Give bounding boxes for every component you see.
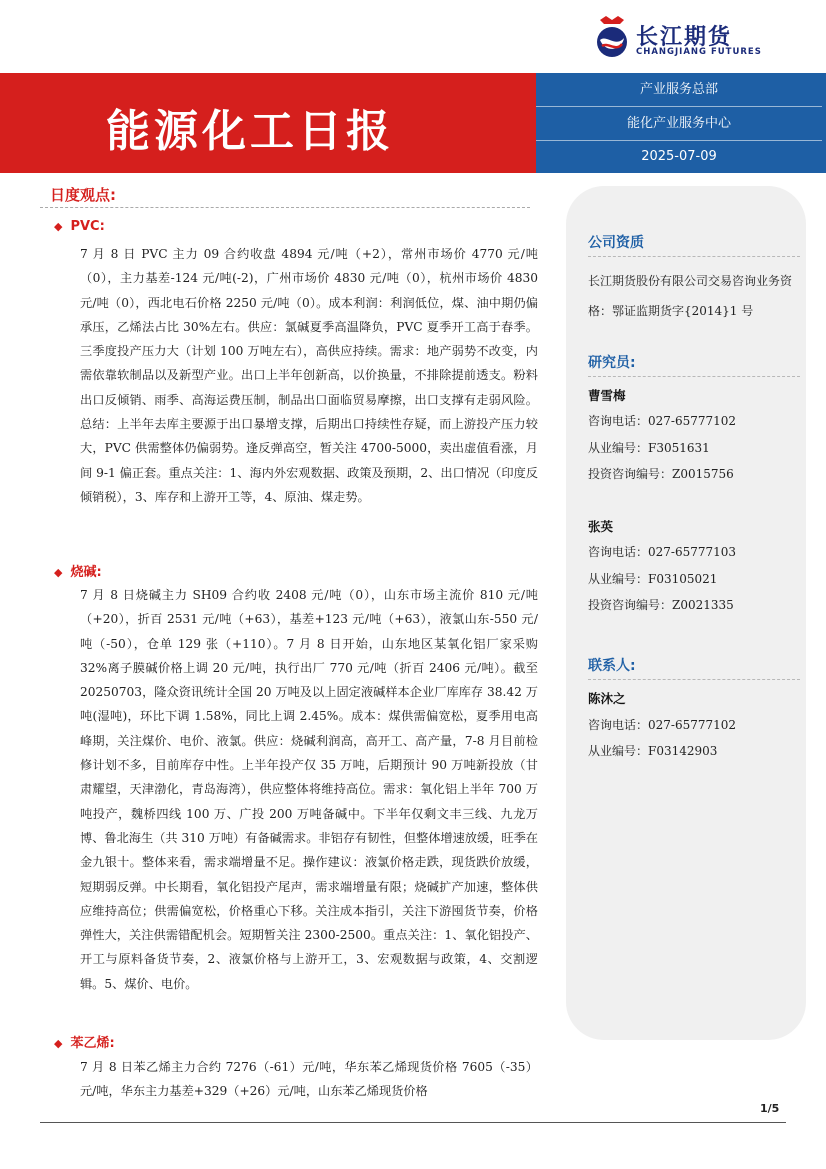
contact-heading: 联系人: bbox=[588, 658, 636, 674]
page-number: 1/5 bbox=[760, 1102, 780, 1115]
researcher-license: 从业编号：F3051631 bbox=[588, 441, 710, 455]
footer-divider bbox=[40, 1122, 786, 1123]
researcher-advisory-id: 投资咨询编号：Z0021335 bbox=[588, 598, 734, 612]
researcher-phone: 咨询电话：027-65777102 bbox=[588, 414, 737, 428]
item-text-styrene: 7 月 8 日苯乙烯主力合约 7276（-61）元/吨，华东苯乙烯现货价格 7605（-35）元/吨，华东主力基差+329（+26）元/吨，山东苯乙烯现货价格 bbox=[80, 1060, 538, 1099]
researcher-advisory-id: 投资咨询编号：Z0015756 bbox=[588, 467, 734, 481]
researcher-license: 从业编号：F03105021 bbox=[588, 572, 718, 586]
item-heading-caustic-soda bbox=[54, 561, 102, 580]
sidebar-divider bbox=[588, 256, 800, 257]
researcher-name: 张英 bbox=[588, 519, 614, 534]
item-text-caustic-soda: 7 月 8 日烧碱主力 SH09 合约收 2408 元/吨（0），山东市场主流价 810 元/吨（+20），折百 2531 元/吨（+63），基差+123 元/吨（+63），液氯山东-550 元/吨（-50），仓单 129 张（+110）。7 月 8 日开始，山东地区某氧化铝厂家采购 32%离子膜碱价格上调 20 元/吨，执行出厂 770 元/吨（折百 2406 元/吨）。截至 20250703，隆众资讯统计全国 20 万吨及以上固定液碱样本企业厂库库存 38.42 万吨(湿吨)，环比下调 1.58%，同比上调 2.45%。成本：煤供需偏宽松，夏季用电高峰期，关注煤价、电价、液氯。供应：烧碱利润高，高开工、高产量，7-8 月目前检修计划不多，目前库存中性。上半年投产仅 35 万吨，后期预计 90 万吨新投放（甘肃耀望，天津渤化，青岛海湾），供应整体将维持高位。需求：氧化铝上半年 700 万吨投产，魏桥四线 100 万、广投 200 万吨备碱中。下半年仅剩文丰三线、九龙万博、鲁北海生（共 310 万吨）有备碱需求。非铝存有韧性，但整体增速放缓，旺季在金九银十。整体来看，需求端增量不足。操作建议：液氯价格走跌，现货跌价放缓，短期弱反弹。中长期看，氧化铝投产尾声，需求端增量有限；烧碱扩产加速，整体供应维持高位；供需偏宽松，价格重心下移。关注成本指引，关注下游囤货节奏，价格弹性大，关注供需错配机会。短期暂关注 2300-2500。重点关注：1、氧化铝投产、开工与原料备货节奏，2、液氯价格与上游开工，3、宏观数据与政策，4、交割逻辑。5、煤价、电价。 bbox=[80, 588, 538, 991]
sidebar-divider bbox=[588, 679, 800, 680]
logo-mark-icon bbox=[592, 14, 632, 60]
report-date: 2025-07-09 bbox=[641, 149, 717, 164]
company-logo bbox=[592, 14, 767, 62]
brand-name-en: CHANGJIANG FUTURES bbox=[636, 47, 762, 57]
item-label: PVC: bbox=[70, 219, 105, 234]
section-divider bbox=[40, 207, 530, 208]
diamond-bullet-icon: ◆ bbox=[54, 1037, 63, 1050]
sidebar-divider bbox=[588, 376, 800, 377]
item-text-pvc: 7 月 8 日 PVC 主力 09 合约收盘 4894 元/吨（+2），常州市场价 4770 元/吨（0），主力基差-124 元/吨(-2)，广州市场价 4830 元/吨（0），杭州市场价 4830 元/吨（0），西北电石价格 2250 元/吨（0）。成本利润：利润低位，煤、油中期仍偏承压，乙烯法占比 30%左右。供应：氯碱夏季高温降负，PVC 夏季开工高于春季。三季度投产压力大（计划 100 万吨左右），高供应持续。需求：地产弱势不改变，内需依靠软制品以及新型产业。出口上半年创新高，以价换量，不排除提前透支。粉料出口反倾销、雨季、高海运费压制，制品出口面临贸易摩擦，出口支撑有走弱风险。总结：上半年去库主要源于出口暴增支撑，后期出口持续性存疑，而上游投产压力较大，PVC 供需整体仍偏弱势。逢反弹高空，暂关注 4700-5000，卖出虚值看涨，月间 9-1 偏正套。重点关注：1、海内外宏观数据、政策及预期，2、出口情况（印度反倾销税），3、库存和上游开工等，4、原油、煤走势。 bbox=[80, 247, 538, 504]
brand-name: 长江期货 bbox=[636, 25, 733, 50]
researcher-phone: 咨询电话：027-65777103 bbox=[588, 545, 737, 559]
center-label: 能化产业服务中心 bbox=[536, 107, 822, 141]
report-title: 能源化工日报 bbox=[106, 106, 394, 157]
company-qualification-text: 长江期货股份有限公司交易咨询业务资格：鄂证监期货字{2014}1 号 bbox=[588, 274, 793, 318]
diamond-bullet-icon: ◆ bbox=[54, 220, 63, 233]
company-qualification-heading: 公司资质 bbox=[588, 235, 644, 251]
item-heading-pvc bbox=[54, 219, 105, 234]
item-heading-styrene bbox=[54, 1032, 115, 1051]
researcher-name: 曹雪梅 bbox=[588, 388, 626, 403]
contact-phone: 咨询电话：027-65777102 bbox=[588, 718, 737, 732]
researcher-heading: 研究员: bbox=[588, 355, 636, 371]
item-label: 烧碱: bbox=[70, 565, 102, 580]
department-label: 产业服务总部 bbox=[536, 73, 822, 107]
contact-name: 陈沐之 bbox=[588, 691, 626, 706]
daily-view-heading: 日度观点: bbox=[50, 186, 116, 204]
diamond-bullet-icon: ◆ bbox=[54, 566, 63, 579]
contact-license: 从业编号：F03142903 bbox=[588, 744, 718, 758]
item-label: 苯乙烯: bbox=[70, 1036, 115, 1051]
